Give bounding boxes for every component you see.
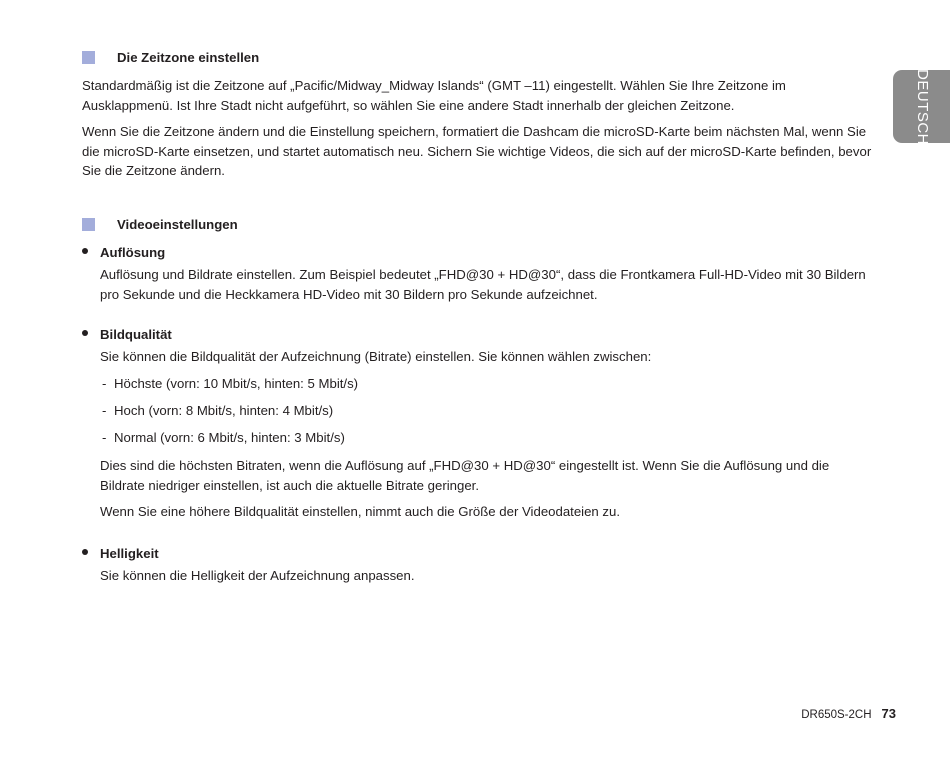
section-heading-video bbox=[82, 215, 238, 235]
square-bullet-icon bbox=[82, 51, 95, 64]
quality-option-highest: - Höchste (vorn: 10 Mbit/s, hinten: 5 Mbit/s) bbox=[102, 376, 359, 391]
quality-option-normal: - Normal (vorn: 6 Mbit/s, hinten: 3 Mbit/s) bbox=[102, 430, 345, 445]
page-footer bbox=[801, 704, 896, 726]
page-number: 73 bbox=[881, 706, 896, 721]
model-name: DR650S-2CH bbox=[801, 709, 872, 721]
heading-text: Die Zeitzone einstellen bbox=[117, 50, 260, 65]
option-text: Höchste (vorn: 10 Mbit/s, hinten: 5 Mbit/s) bbox=[114, 376, 359, 391]
timezone-paragraph-2: Wenn Sie die Zeitzone ändern und die Einstellung speichern, formatiert die Dashcam die microSD-Karte beim nächsten Mal, wenn Sie die microSD-Karte einsetzen, und startet automatisch neu. Sichern Sie wichtige Videos, die sich auf der microSD-Karte befinden, bevor Sie die Zeitzone ändern. bbox=[82, 124, 872, 178]
language-tab bbox=[893, 70, 950, 143]
bullet-resolution bbox=[82, 243, 165, 263]
option-text: Normal (vorn: 6 Mbit/s, hinten: 3 Mbit/s) bbox=[114, 430, 345, 445]
quality-option-high: - Hoch (vorn: 8 Mbit/s, hinten: 4 Mbit/s) bbox=[102, 403, 334, 418]
bullet-dot-icon bbox=[82, 330, 88, 336]
bullet-dot-icon bbox=[82, 549, 88, 555]
bullet-brightness bbox=[82, 544, 159, 564]
bullet-title: Auflösung bbox=[100, 245, 166, 260]
section-heading-timezone bbox=[82, 48, 259, 68]
heading-text: Videoeinstellungen bbox=[117, 217, 238, 232]
resolution-text: Auflösung und Bildrate einstellen. Zum Beispiel bedeutet „FHD@30 + HD@30“, dass die Frontkamera Full-HD-Video mit 30 Bildern pro Sekunde und die Heckkamera HD-Video mit 30 Bildern pro Sekunde aufzeichnet. bbox=[100, 267, 866, 302]
timezone-paragraph-1: Standardmäßig ist die Zeitzone auf „Pacific/Midway_Midway Islands“ (GMT –11) eingestellt. Wählen Sie Ihre Zeitzone im Ausklappmenü. Ist Ihre Stadt nicht aufgeführt, so wählen Sie eine andere Stadt innerhalb der gleichen Zeitzone. bbox=[82, 78, 786, 113]
bullet-title: Helligkeit bbox=[100, 546, 159, 561]
language-tab-label: DEUTSCH bbox=[913, 68, 931, 145]
option-text: Hoch (vorn: 8 Mbit/s, hinten: 4 Mbit/s) bbox=[114, 403, 334, 418]
square-bullet-icon bbox=[82, 218, 95, 231]
image-quality-note-1: Dies sind die höchsten Bitraten, wenn die Auflösung auf „FHD@30 + HD@30“ eingestellt ist. Wenn Sie die Auflösung und die Bildrate niedriger einstellen, ist auch die aktuelle Bitrate geringer. bbox=[100, 458, 830, 493]
brightness-text: Sie können die Helligkeit der Aufzeichnung anpassen. bbox=[100, 568, 415, 583]
bullet-dot-icon bbox=[82, 248, 88, 254]
image-quality-text: Sie können die Bildqualität der Aufzeichnung (Bitrate) einstellen. Sie können wählen zwischen: bbox=[100, 349, 652, 364]
bullet-image-quality bbox=[82, 325, 172, 345]
bullet-title: Bildqualität bbox=[100, 327, 172, 342]
image-quality-note-2: Wenn Sie eine höhere Bildqualität einstellen, nimmt auch die Größe der Videodateien zu. bbox=[100, 504, 621, 519]
